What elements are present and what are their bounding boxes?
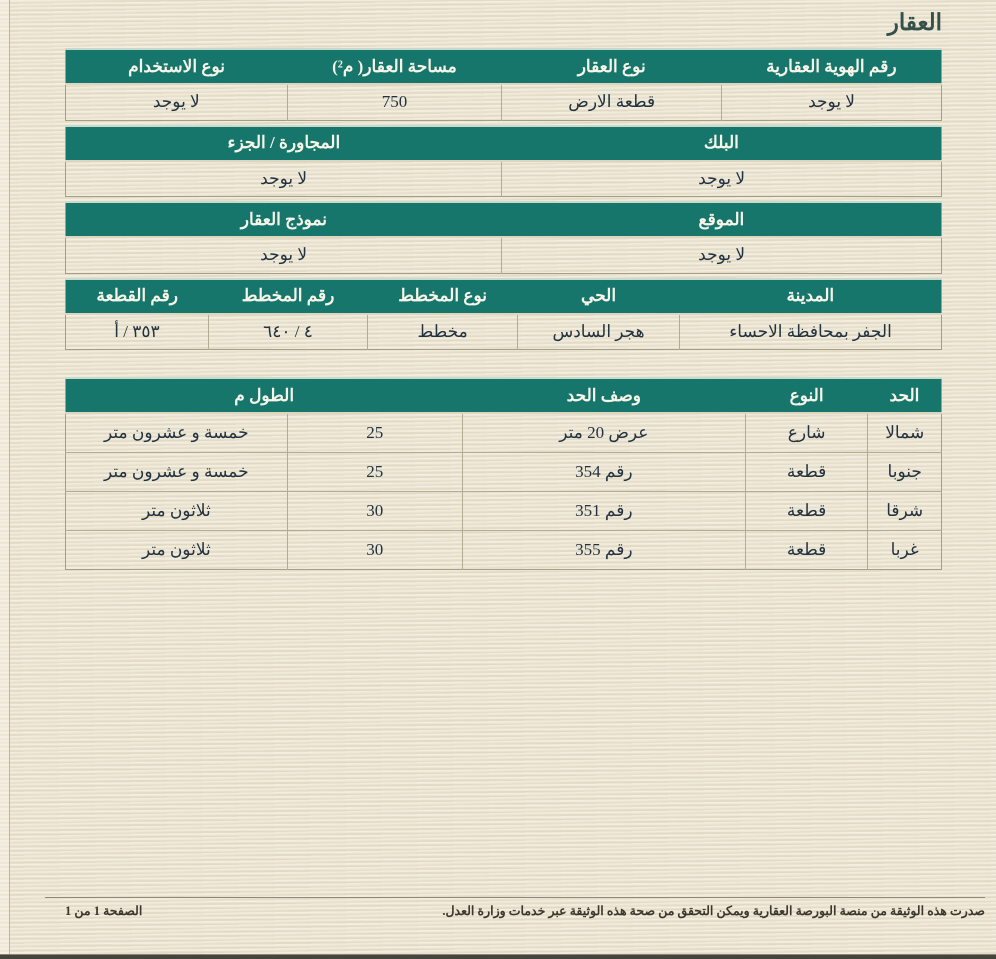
- value-row: [66, 314, 942, 350]
- boundary-side: جنوبا: [868, 452, 942, 491]
- page-title: العقار: [887, 10, 942, 35]
- boundary-length-text: ثلاثون متر: [66, 530, 288, 569]
- boundary-length-number: 25: [287, 452, 462, 491]
- value-property-model: لا يوجد: [66, 237, 502, 273]
- boundary-length-text: خمسة و عشرون متر: [66, 452, 288, 491]
- header-row: [66, 126, 942, 161]
- header-property-type: نوع العقار: [502, 49, 722, 84]
- boundary-row-south: [66, 452, 942, 491]
- value-row: [66, 161, 942, 197]
- value-city: الجفر بمحافظة الاحساء: [729, 321, 892, 341]
- footer-note: صدرت هذه الوثيقة من منصة البورصة العقارية ويمكن التحقق من صحة هذه الوثيقة عبر خدمات وزارة العدل.: [442, 904, 985, 918]
- value-property-id: لا يوجد: [808, 92, 856, 112]
- header-property-id: رقم الهوية العقارية: [722, 49, 942, 84]
- value-adjacency-part: لا يوجد: [66, 161, 502, 197]
- property-details: [65, 48, 942, 574]
- boundary-length-number: 30: [287, 491, 462, 530]
- boundary-type: قطعة: [745, 530, 868, 569]
- boundary-row-north: [66, 413, 942, 452]
- boundary-length-number: 25: [287, 413, 462, 452]
- header-boundary: الحد: [868, 378, 942, 413]
- header-property-area: مساحة العقار( م²): [287, 49, 502, 84]
- value-plot-number: ٣٥٣ / أ: [66, 314, 209, 350]
- boundary-row-west: [66, 530, 942, 569]
- value-location: لا يوجد: [698, 245, 746, 265]
- value-block: لا يوجد: [698, 168, 746, 188]
- property-section-plan: [65, 278, 942, 351]
- value-usage-type: لا يوجد: [66, 84, 288, 120]
- page-number: الصفحة 1 من 1: [65, 904, 143, 918]
- header-boundary-type: النوع: [745, 378, 868, 413]
- property-section-identity: [65, 48, 942, 121]
- header-boundary-description: وصف الحد: [462, 378, 745, 413]
- value-plan-type: مخطط: [368, 314, 518, 350]
- header-usage-type: نوع الاستخدام: [66, 49, 288, 84]
- property-section-block: [65, 125, 942, 198]
- boundary-type: قطعة: [745, 491, 868, 530]
- boundary-description: رقم 351: [462, 491, 745, 530]
- boundary-description: عرض 20 متر: [462, 413, 745, 452]
- boundary-side: شمالا: [885, 422, 925, 442]
- value-row: [66, 237, 942, 273]
- value-property-type: قطعة الارض: [502, 84, 722, 120]
- boundary-side: غربا: [868, 530, 942, 569]
- header-plan-type: نوع المخطط: [368, 279, 518, 314]
- header-row: [66, 202, 942, 237]
- boundary-description: رقم 354: [462, 452, 745, 491]
- page-bottom-edge: [0, 954, 996, 959]
- boundary-type: قطعة: [745, 452, 868, 491]
- value-row: [66, 84, 942, 120]
- header-city: المدينة: [680, 279, 942, 314]
- value-property-area: 750: [287, 84, 502, 120]
- boundary-length-number: 30: [287, 530, 462, 569]
- header-location: الموقع: [502, 202, 942, 237]
- page-right-edge: [0, 0, 10, 954]
- boundaries-table: [65, 377, 942, 570]
- boundary-type: شارع: [745, 413, 868, 452]
- header-row: [66, 49, 942, 84]
- header-adjacency-part: المجاورة / الجزء: [66, 126, 502, 161]
- boundaries-header-row: [66, 378, 942, 413]
- boundary-description: رقم 355: [462, 530, 745, 569]
- boundary-row-east: [66, 491, 942, 530]
- value-district: هجر السادس: [518, 314, 680, 350]
- header-plot-number: رقم القطعة: [66, 279, 209, 314]
- header-block: البلك: [502, 126, 942, 161]
- header-property-model: نموذج العقار: [66, 202, 502, 237]
- page-footer: [45, 897, 985, 919]
- value-plan-number: ٤ / ٦٤٠: [208, 314, 367, 350]
- header-plan-number: رقم المخطط: [208, 279, 367, 314]
- header-length-m: الطول م: [66, 378, 463, 413]
- boundary-length-text: خمسة و عشرون متر: [66, 413, 288, 452]
- property-section-location: [65, 201, 942, 274]
- boundary-side: شرقا: [868, 491, 942, 530]
- header-district: الحي: [518, 279, 680, 314]
- boundary-length-text: ثلاثون متر: [66, 491, 288, 530]
- header-row: [66, 279, 942, 314]
